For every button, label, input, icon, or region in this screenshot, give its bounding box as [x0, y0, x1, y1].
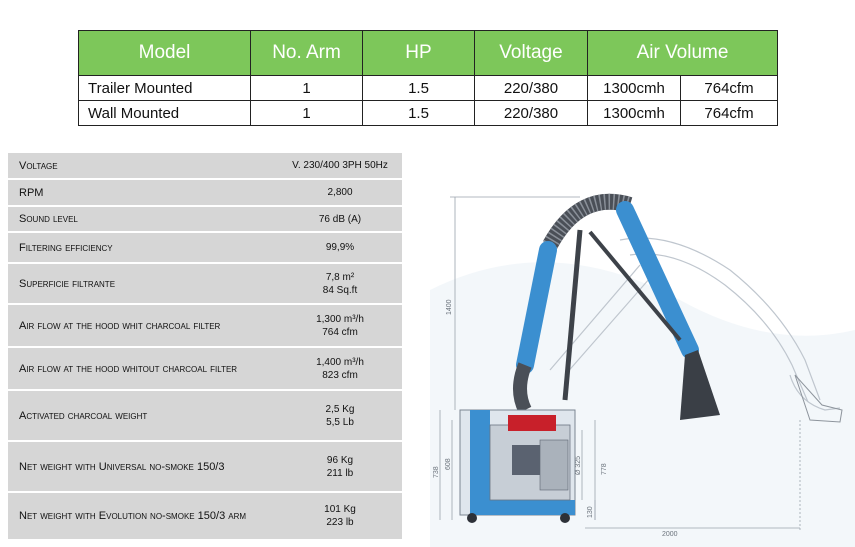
- fume-extractor-diagram: [430, 170, 855, 547]
- wheel-left: [467, 513, 477, 523]
- spec-label: Superficie filtrante: [8, 263, 278, 304]
- model-table-header: [79, 31, 778, 76]
- dimension-325-label: Ø 325: [575, 455, 582, 475]
- spec-value: 1,400 m³/h 823 cfm: [278, 347, 402, 390]
- spec-row: [8, 441, 402, 492]
- cell-air-cmh: 1300cmh: [588, 76, 681, 101]
- spec-value: 76 dB (A): [278, 206, 402, 232]
- cell-air-cfm: 764cfm: [681, 101, 778, 126]
- spec-value: 96 Kg 211 lb: [278, 441, 402, 492]
- spec-label: Sound level: [8, 206, 278, 232]
- dimension-738-label: 738: [433, 466, 440, 478]
- spec-row: [8, 492, 402, 540]
- model-table: [78, 30, 778, 126]
- dimension-2000-label: 2000: [662, 531, 678, 538]
- cell-arm: 1: [251, 101, 363, 126]
- cell-voltage: 220/380: [475, 76, 588, 101]
- cell-model: Wall Mounted: [79, 101, 251, 126]
- spec-value: 99,9%: [278, 232, 402, 263]
- fan-grille: [540, 440, 568, 490]
- spec-row: [8, 179, 402, 206]
- dimension-778-label: 778: [601, 463, 608, 475]
- spec-label: Net weight with Evolution no-smoke 150/3 arm: [8, 492, 278, 540]
- spec-value: 1,300 m³/h 764 cfm: [278, 304, 402, 347]
- cell-arm: 1: [251, 76, 363, 101]
- filter-red: [508, 415, 556, 431]
- cabinet-blue-panel: [470, 410, 490, 515]
- spec-label: Activated charcoal weight: [8, 390, 278, 441]
- cabinet-blue-base: [470, 500, 575, 515]
- dimension-608-label: 608: [445, 458, 452, 470]
- cell-hp: 1.5: [363, 101, 475, 126]
- spec-label: Filtering efficiency: [8, 232, 278, 263]
- header-air-volume: Air Volume: [588, 31, 778, 76]
- spec-value: 7,8 m² 84 Sq.ft: [278, 263, 402, 304]
- spec-table: [8, 153, 402, 541]
- flex-hose-lower: [520, 365, 525, 410]
- header-model: Model: [79, 31, 251, 76]
- spec-value: V. 230/400 3PH 50Hz: [278, 153, 402, 179]
- table-row: [79, 101, 778, 126]
- header-voltage: Voltage: [475, 31, 588, 76]
- cell-model: Trailer Mounted: [79, 76, 251, 101]
- spec-value: 2,800: [278, 179, 402, 206]
- table-row: [79, 76, 778, 101]
- spec-row: [8, 206, 402, 232]
- header-hp: HP: [363, 31, 475, 76]
- wheel-right: [560, 513, 570, 523]
- spec-row: [8, 232, 402, 263]
- cell-hp: 1.5: [363, 76, 475, 101]
- spec-label: Net weight with Universal no-smoke 150/3: [8, 441, 278, 492]
- spec-row: [8, 347, 402, 390]
- spec-row: [8, 263, 402, 304]
- spec-value: 101 Kg 223 lb: [278, 492, 402, 540]
- dimension-1400-label: 1400: [446, 299, 453, 315]
- spec-row: [8, 153, 402, 179]
- motor: [512, 445, 542, 475]
- header-no-arm: No. Arm: [251, 31, 363, 76]
- spec-label: Voltage: [8, 153, 278, 179]
- spec-label: RPM: [8, 179, 278, 206]
- cell-air-cmh: 1300cmh: [588, 101, 681, 126]
- cell-voltage: 220/380: [475, 101, 588, 126]
- spec-row: [8, 304, 402, 347]
- spec-value: 2,5 Kg 5,5 Lb: [278, 390, 402, 441]
- dimension-130-label: 130: [587, 506, 594, 518]
- spec-row: [8, 390, 402, 441]
- cell-air-cfm: 764cfm: [681, 76, 778, 101]
- spec-label: Air flow at the hood whitout charcoal filter: [8, 347, 278, 390]
- spec-label: Air flow at the hood whit charcoal filter: [8, 304, 278, 347]
